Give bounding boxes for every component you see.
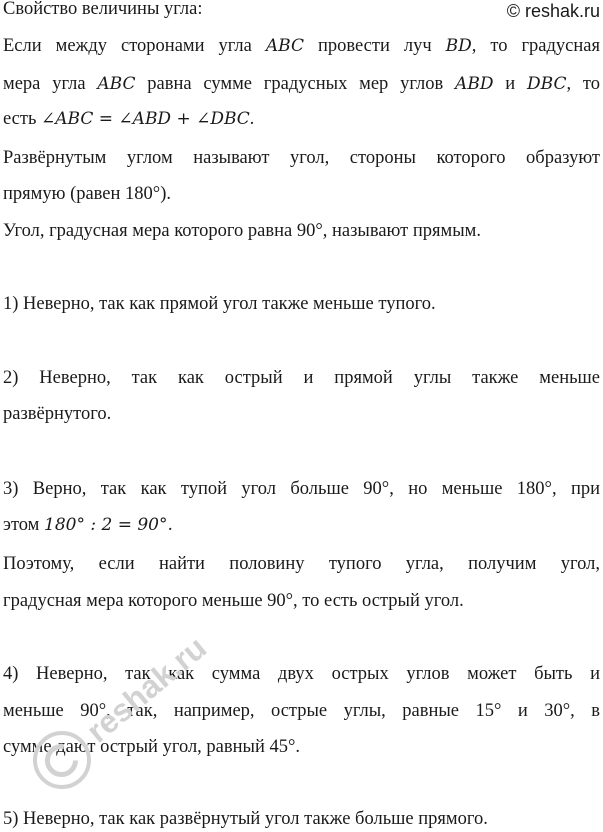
answer-3: Поэтому, если найти половину тупого угла, получим угол, [3,554,600,574]
copyright-label: © reshak.ru [506,1,600,21]
angle-name: ABC [97,74,136,94]
property-text-line [3,35,600,57]
text-fragment: есть [3,109,42,129]
text-fragment: , то градусная [471,36,600,56]
answer-5: 5) Неверно, так как развёрнутый угол также больше прямого. [3,809,488,829]
text-fragment: и [493,74,527,94]
angle-sum-formula: ∠ABC = ∠ABD + ∠DBC. [41,109,255,129]
ray-name: BD [445,36,472,56]
angle-name: ABC [265,36,304,56]
text-fragment: Если между сторонами угла [3,36,266,56]
half-angle-formula: 180° : 2 = 90°. [44,515,173,535]
answer-1: 1) Неверно, так как прямой угол также меньше тупого. [3,294,436,314]
answer-3: градусная мера которого меньше 90°, то есть острый угол. [3,591,464,611]
answer-4: 4) Неверно, так как сумма двух острых углов может быть и [3,664,600,684]
text-fragment: равна сумме градусных мер углов [135,74,456,94]
answer-2: развёрнутого. [3,404,112,424]
answer-3: 3) Верно, так как тупой угол больше 90°, но меньше 180°, при [3,479,600,499]
svg-text:reshak.ru: reshak.ru [79,629,214,750]
text-fragment: мера угла [3,74,98,94]
straight-angle-definition: прямую (равен 180°). [3,184,171,204]
answer-4: меньше 90°, так, например, острые углы, равные 15° и 30°, в [3,701,600,721]
text-fragment: , то [566,74,600,94]
property-text-line [3,73,600,95]
straight-angle-definition: Развёрнутым углом называют угол, стороны которого образуют [3,148,600,168]
text-fragment: провести луч [303,36,446,56]
property-text-line [3,108,255,130]
angle-name: ABD [455,74,494,94]
answer-3 [3,514,173,536]
text-fragment: этом [3,515,45,535]
property-heading: Свойство величины угла: [3,0,203,19]
angle-name: DBC [527,74,567,94]
answer-2: 2) Неверно, так как острый и прямой углы также меньше [3,368,600,388]
right-angle-definition: Угол, градусная мера которого равна 90°, называют прямым. [3,221,481,241]
answer-4: сумме дают острый угол, равный 45°. [3,737,301,757]
